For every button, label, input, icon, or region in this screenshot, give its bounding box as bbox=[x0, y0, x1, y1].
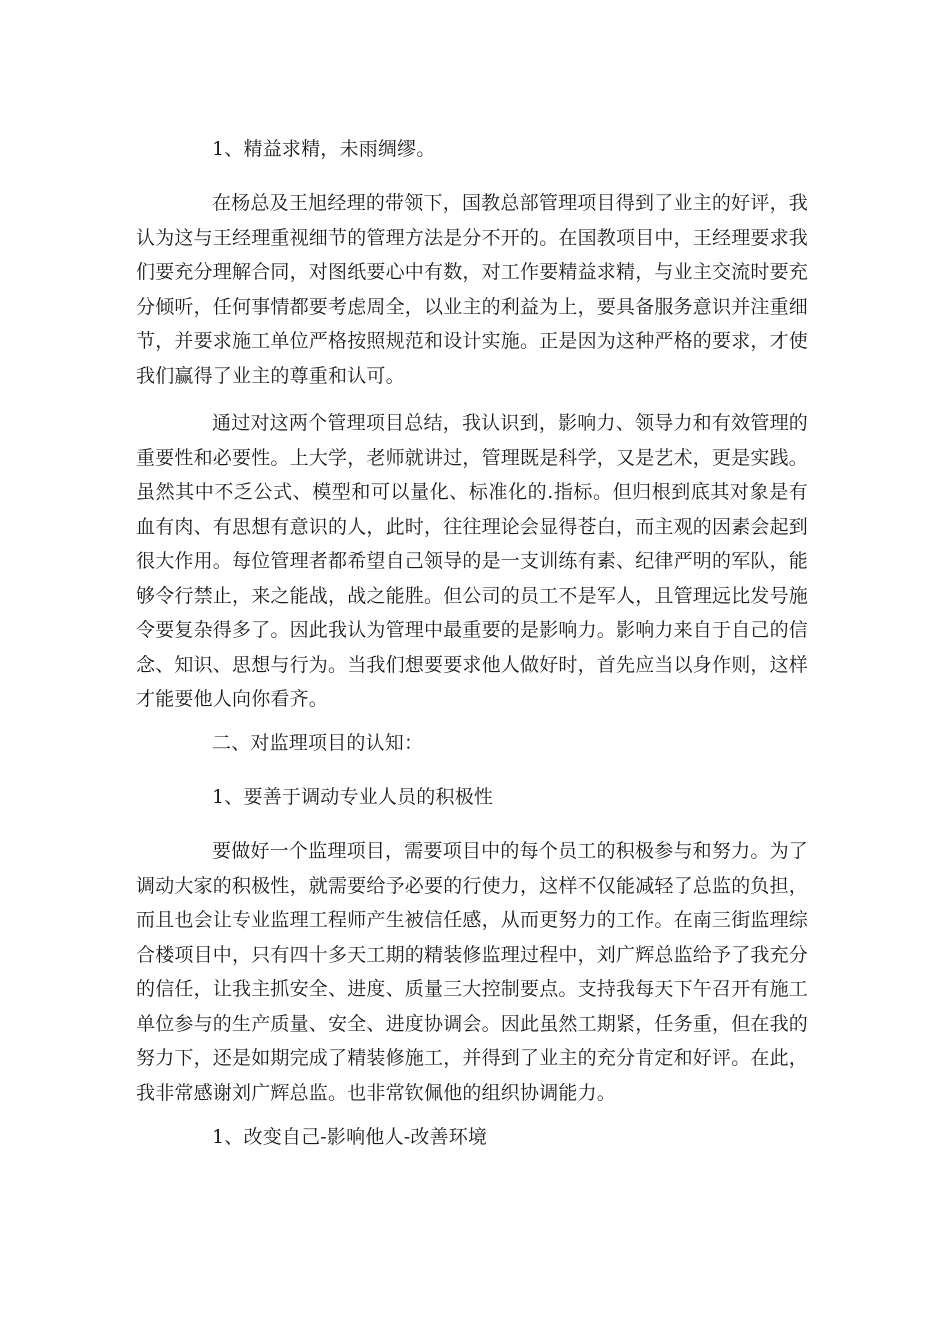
heading-precision: 1、精益求精，未雨绸缪。 bbox=[212, 138, 436, 160]
paragraph-nansanjie-project: 要做好一个监理项目，需要项目中的每个员工的积极参与和努力。为了调动大家的积极性，就需要给予必要的行使力，这样不仅能减轻了总监的负担，而且也会让专业监理工程师产生被信任感，从而更努力的工作。在南三街监理综合楼项目中，只有四十多天工期的精装修监理过程中，刘广辉总监给予了我充分的信任，让我主抓安全、进度、质量三大控制要点。支持我每天下午召开有施工单位参与的生产质量、安全、进度协调会。因此虽然工期紧，任务重，但在我的努力下，还是如期完成了精装修施工，并得到了业主的充分肯定和好评。在此，我非常感谢刘广辉总监。也非常钦佩他的组织协调能力。 bbox=[136, 840, 809, 1104]
heading-motivate-staff: 1、要善于调动专业人员的积极性 bbox=[212, 786, 494, 808]
section-supervision-cognition: 二、对监理项目的认知： bbox=[212, 732, 424, 754]
heading-change-self: 1、改变自己-影响他人-改善环境 bbox=[212, 1126, 488, 1148]
paragraph-management-reflection: 通过对这两个管理项目总结，我认识到，影响力、领导力和有效管理的重要性和必要性。上大学，老师就讲过，管理既是科学，又是艺术，更是实践。虽然其中不乏公式、模型和可以量化、标准化的.指标。但归根到底其对象是有血有肉、有思想有意识的人，此时，往往理论会显得苍白，而主观的因素会起到很大作用。每位管理者都希望自己领导的是一支训练有素、纪律严明的军队，能够令行禁止，来之能战，战之能胜。但公司的员工不是军人，且管理远比发号施令要复杂得多了。因此我认为管理中最重要的是影响力。影响力来自于自己的信念、知识、思想与行为。当我们想要要求他人做好时，首先应当以身作则，这样才能要他人向你看齐。 bbox=[136, 412, 809, 710]
paragraph-guojiao-project: 在杨总及王旭经理的带领下，国教总部管理项目得到了业主的好评，我认为这与王经理重视细节的管理方法是分不开的。在国教项目中，王经理要求我们要充分理解合同，对图纸要心中有数，对工作要精益求精，与业主交流时要充分倾听，任何事情都要考虑周全，以业主的利益为上，要具备服务意识并注重细节，并要求施工单位严格按照规范和设计实施。正是因为这种严格的要求，才使我们赢得了业主的尊重和认可。 bbox=[136, 192, 809, 387]
